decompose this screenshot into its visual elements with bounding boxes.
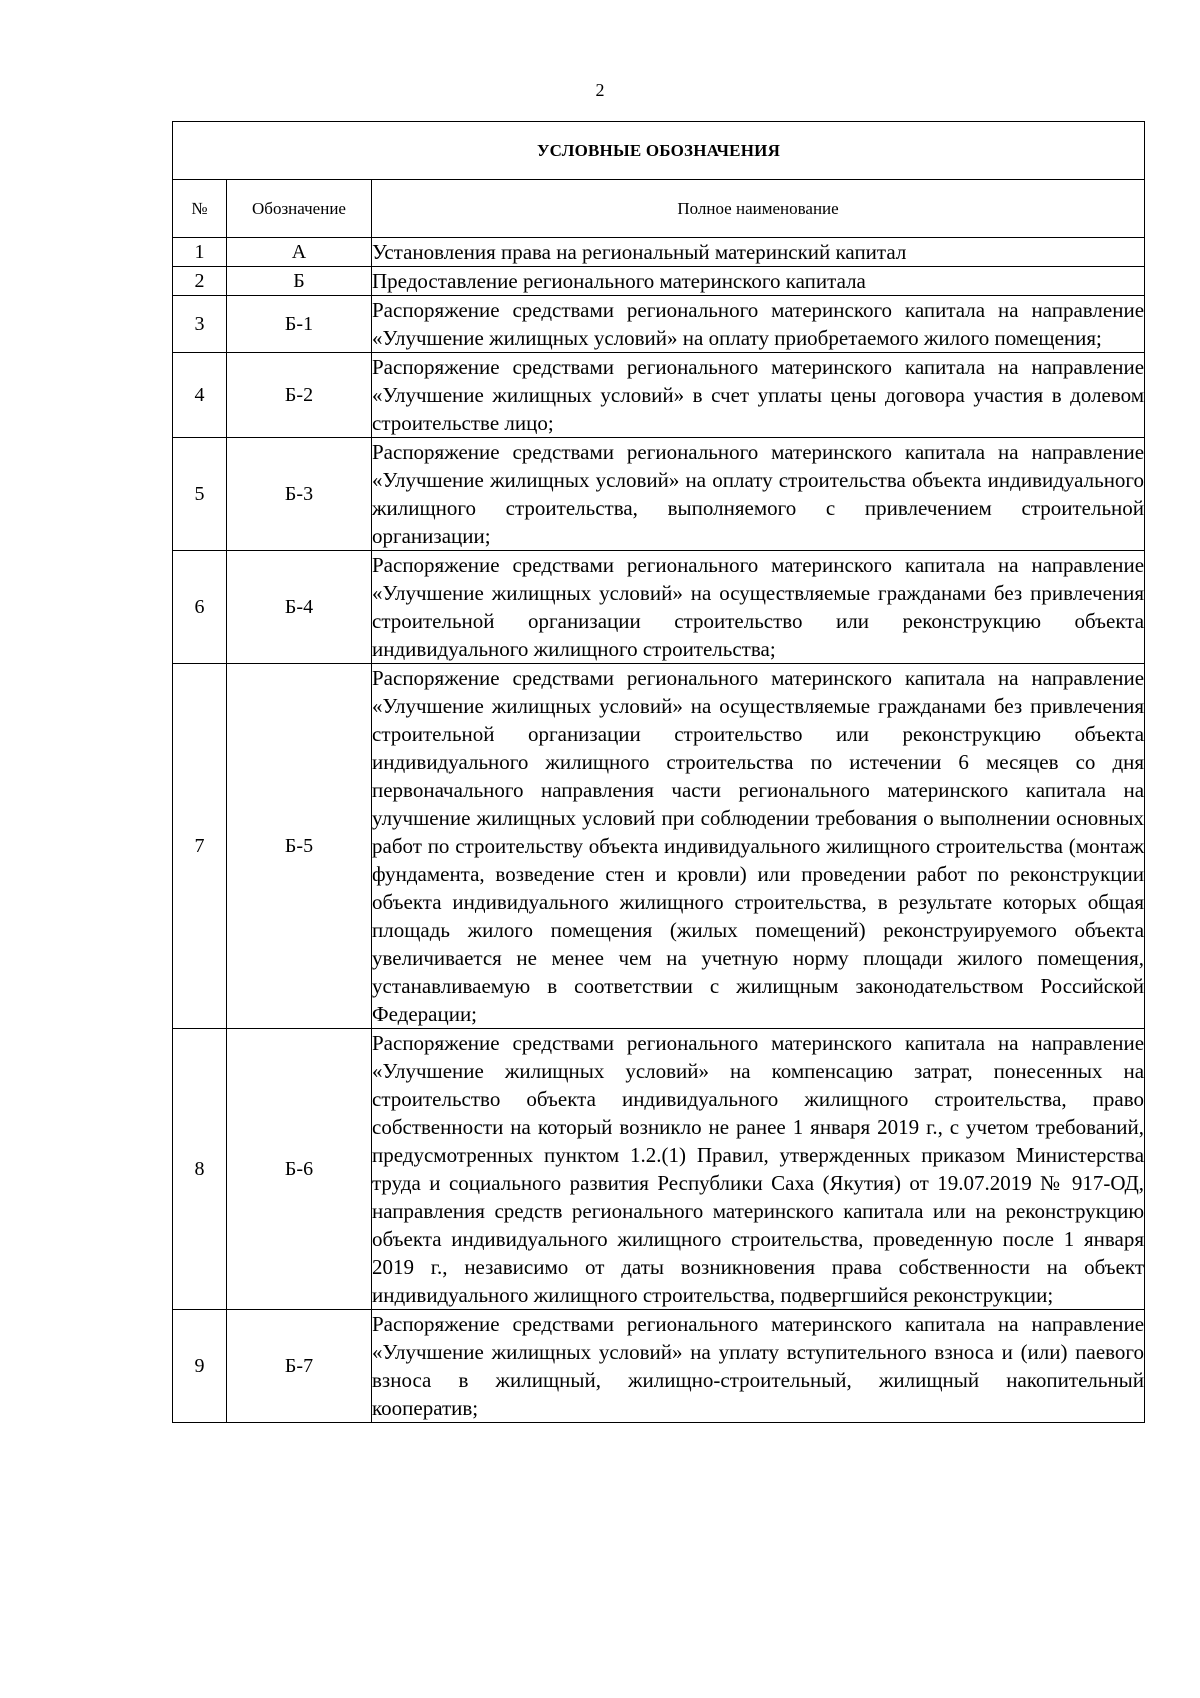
table-title-row xyxy=(173,122,1145,180)
row-code: Б-5 xyxy=(227,664,372,1029)
table-row xyxy=(173,267,1145,296)
row-name: Установления права на региональный материнский капитал xyxy=(372,238,1145,267)
row-num: 7 xyxy=(173,664,227,1029)
row-code: Б-2 xyxy=(227,353,372,438)
table-header-row xyxy=(173,180,1145,238)
row-code: А xyxy=(227,238,372,267)
row-code: Б-4 xyxy=(227,551,372,664)
row-num: 4 xyxy=(173,353,227,438)
table-row xyxy=(173,296,1145,353)
table-row xyxy=(173,438,1145,551)
header-name: Полное наименование xyxy=(372,180,1145,238)
table-row xyxy=(173,1029,1145,1310)
row-code: Б-1 xyxy=(227,296,372,353)
table-row xyxy=(173,353,1145,438)
row-num: 2 xyxy=(173,267,227,296)
row-code: Б-7 xyxy=(227,1310,372,1423)
row-code: Б-3 xyxy=(227,438,372,551)
row-num: 5 xyxy=(173,438,227,551)
row-name: Предоставление регионального материнского капитала xyxy=(372,267,1145,296)
row-name: Распоряжение средствами регионального материнского капитала на направление «Улучшение жилищных условий» на оплату строительства объекта индивидуального жилищного строительства, выполняемого с привлечением строительной организации; xyxy=(372,438,1145,551)
row-name: Распоряжение средствами регионального материнского капитала на направление «Улучшение жилищных условий» на уплату вступительного взноса и (или) паевого взноса в жилищный, жилищно-строительный, жилищный накопительный кооператив; xyxy=(372,1310,1145,1423)
table-row xyxy=(173,551,1145,664)
header-code: Обозначение xyxy=(227,180,372,238)
table-row xyxy=(173,238,1145,267)
table-title: УСЛОВНЫЕ ОБОЗНАЧЕНИЯ xyxy=(173,122,1145,180)
header-num: № xyxy=(173,180,227,238)
row-name: Распоряжение средствами регионального материнского капитала на направление «Улучшение жилищных условий» на оплату приобретаемого жилого помещения; xyxy=(372,296,1145,353)
row-num: 3 xyxy=(173,296,227,353)
row-name: Распоряжение средствами регионального материнского капитала на направление «Улучшение жилищных условий» на компенсацию затрат, понесенных на строительство объекта индивидуального жилищного строительства, право собственности на который возникло не ранее 1 января 2019 г., с учетом требований, предусмотренных пунктом 1.2.(1) Правил, утвержденных приказом Министерства труда и социального развития Республики Саха (Якутия) от 19.07.2019 № 917-ОД, направления средств регионального материнского капитала или на реконструкцию объекта индивидуального жилищного строительства, проведенную после 1 января 2019 г., независимо от даты возникновения права собственности на объект индивидуального жилищного строительства, подвергшийся реконструкции; xyxy=(372,1029,1145,1310)
legend-table xyxy=(172,121,1145,1423)
page-number: 2 xyxy=(595,80,605,100)
table-row xyxy=(173,664,1145,1029)
row-num: 6 xyxy=(173,551,227,664)
row-name: Распоряжение средствами регионального материнского капитала на направление «Улучшение жилищных условий» на осуществляемые гражданами без привлечения строительной организации строительство или реконструкцию объекта индивидуального жилищного строительства по истечении 6 месяцев со дня первоначального направления части регионального материнского капитала на улучшение жилищных условий при соблюдении требования о выполнении основных работ по строительству объекта индивидуального жилищного строительства (монтаж фундамента, возведение стен и кровли) или проведении работ по реконструкции объекта индивидуального жилищного строительства, в результате которых общая площадь жилого помещения (жилых помещений) реконструируемого объекта увеличивается не менее чем на учетную норму площади жилого помещения, устанавливаемую в соответствии с жилищным законодательством Российской Федерации; xyxy=(372,664,1145,1029)
row-num: 1 xyxy=(173,238,227,267)
table-row xyxy=(173,1310,1145,1423)
row-code: Б-6 xyxy=(227,1029,372,1310)
row-name: Распоряжение средствами регионального материнского капитала на направление «Улучшение жилищных условий» на осуществляемые гражданами без привлечения строительной организации строительство или реконструкцию объекта индивидуального жилищного строительства; xyxy=(372,551,1145,664)
row-code: Б xyxy=(227,267,372,296)
row-num: 8 xyxy=(173,1029,227,1310)
row-num: 9 xyxy=(173,1310,227,1423)
row-name: Распоряжение средствами регионального материнского капитала на направление «Улучшение жилищных условий» в счет уплаты цены договора участия в долевом строительстве лицо; xyxy=(372,353,1145,438)
